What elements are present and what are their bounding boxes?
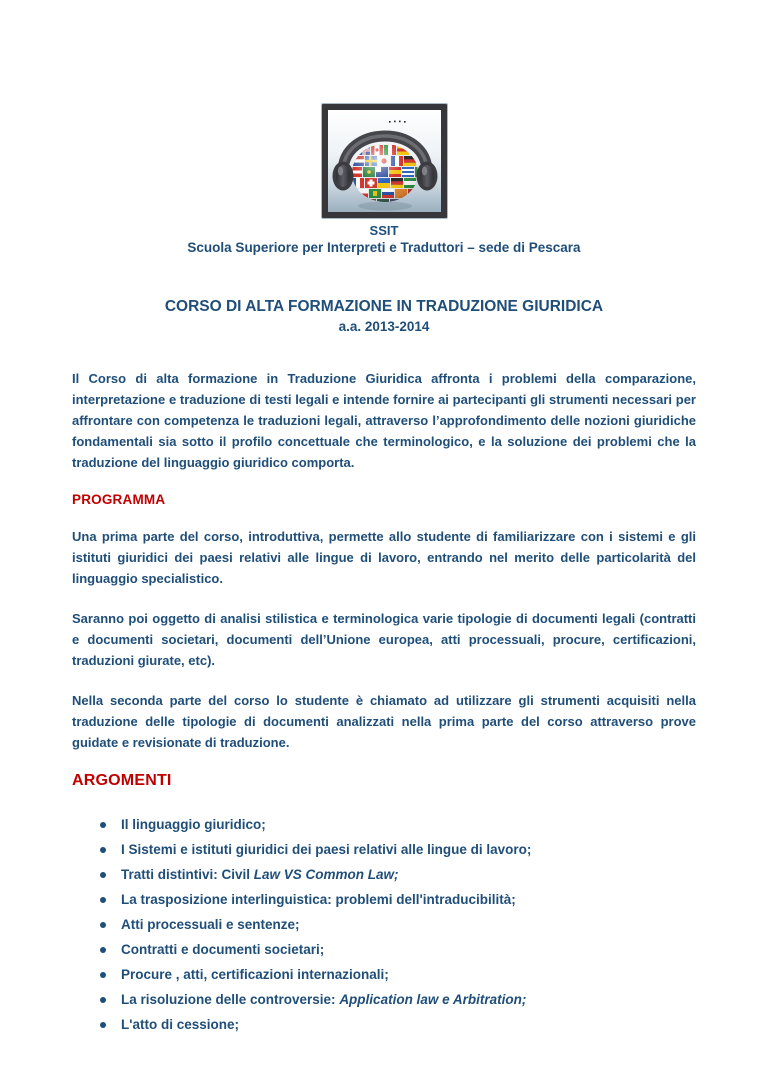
- list-item: [100, 987, 696, 1012]
- bullet-icon: [100, 1022, 106, 1028]
- list-item: [100, 862, 696, 887]
- list-item-text: Tratti distintivi: Civil Law VS Common Law;: [121, 867, 399, 882]
- bullet-icon: [100, 872, 106, 878]
- headphone-earcup-right-icon: [416, 162, 437, 191]
- list-item: [100, 912, 696, 937]
- headphone-earcup-left-icon: [332, 162, 353, 191]
- list-item: [100, 812, 696, 837]
- bullet-icon: [100, 822, 106, 828]
- bullet-icon: [100, 997, 106, 1003]
- ssit-logo: [321, 103, 448, 219]
- argomenti-heading: ARGOMENTI: [72, 772, 172, 789]
- org-acronym: SSIT: [369, 223, 399, 238]
- list-item: [100, 937, 696, 962]
- list-item-text: La risoluzione delle controversie: Application law e Arbitration;: [121, 992, 527, 1007]
- bullet-icon: [100, 922, 106, 928]
- list-item-text: Atti processuali e sentenze;: [121, 917, 300, 932]
- org-name: Scuola Superiore per Interpreti e Traduttori – sede di Pescara: [187, 240, 581, 255]
- list-item: [100, 962, 696, 987]
- bullet-icon: [100, 897, 106, 903]
- list-item-text: Procure , atti, certificazioni internazionali;: [121, 967, 389, 982]
- list-item: [100, 1012, 696, 1037]
- body-text: [72, 368, 696, 1037]
- list-item-text: La trasposizione interlinguistica: problemi dell'intraducibilità;: [121, 892, 516, 907]
- list-item-text: Il linguaggio giuridico;: [121, 817, 266, 832]
- intro-paragraph: Il Corso di alta formazione in Traduzione Giuridica affronta i problemi della comparazione, interpretazione e traduzione di testi legali e intende fornire ai partecipanti gli strumenti necessari per affrontare con competenza le traduzioni legali, attraverso l’approfondimento delle nozioni giuridiche fondamentali sia sotto il profilo concettuale che terminologico, e la soluzione dei problemi che la traduzione del linguaggio giuridico comporta.: [72, 371, 696, 470]
- list-item-text: L'atto di cessione;: [121, 1017, 239, 1032]
- argomenti-list: [72, 812, 696, 1037]
- logo-reflection: [358, 202, 412, 211]
- programma-paragraph-1: Una prima parte del corso, introduttiva, permette allo studente di familiarizzare con i sistemi e gli istituti giuridici dei paesi relativi alle lingue di lavoro, entrando nel merito delle particolarità del linguaggio specialistico.: [72, 529, 696, 586]
- list-item-text: I Sistemi e istituti giuridici dei paesi relativi alle lingue di lavoro;: [121, 842, 532, 857]
- logo-frame: [321, 103, 448, 219]
- bullet-icon: [100, 947, 106, 953]
- bullet-icon: [100, 847, 106, 853]
- bullet-icon: [100, 972, 106, 978]
- programma-heading: PROGRAMMA: [72, 492, 166, 507]
- list-item-text: Contratti e documenti societari;: [121, 942, 325, 957]
- programma-paragraph-3: Nella seconda parte del corso lo studente è chiamato ad utilizzare gli strumenti acquisiti nella traduzione delle tipologie di documenti analizzati nella prima parte del corso attraverso prove guidate e revisionate di traduzione.: [72, 693, 696, 750]
- academic-year: a.a. 2013-2014: [338, 319, 430, 334]
- headphones-flag-globe-icon: [328, 110, 441, 212]
- programma-paragraph-2: Saranno poi oggetto di analisi stilistica e terminologica varie tipologie di documenti legali (contratti e documenti societari, documenti dell’Unione europea, atti processuali, procure, certificazioni, traduzioni giurate, etc).: [72, 611, 696, 668]
- course-title: CORSO DI ALTA FORMAZIONE IN TRADUZIONE GIURIDICA: [164, 298, 604, 315]
- list-item: [100, 887, 696, 912]
- list-item: [100, 837, 696, 862]
